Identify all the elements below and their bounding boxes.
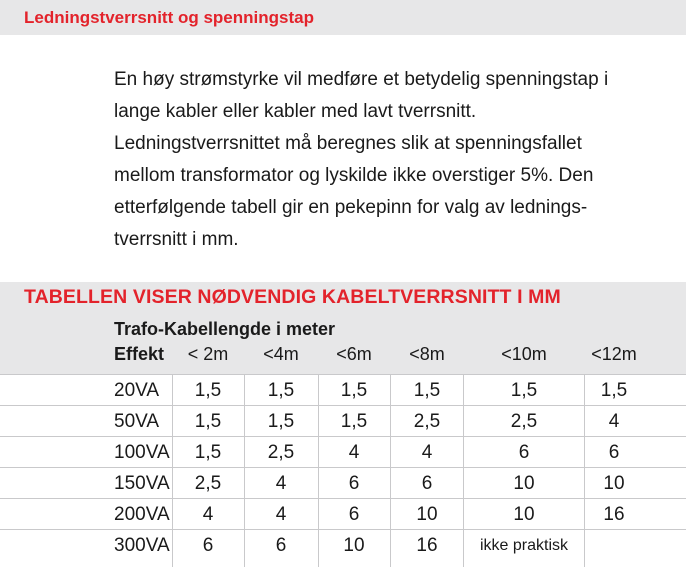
value-cell: 6	[275, 535, 287, 556]
effect-cell: 200VA	[114, 504, 170, 525]
value-cell: 6	[518, 442, 530, 463]
value-cell: 10	[513, 504, 535, 525]
intro-line: etterfølgende tabell gir en pekepinn for valg av lednings-	[114, 197, 588, 218]
value-cell: 1,5	[194, 411, 222, 432]
section-header	[0, 0, 686, 35]
value-cell: 2,5	[194, 473, 222, 494]
table-section-title: TABELLEN VISER NØDVENDIG KABELTVERRSNITT I MM	[24, 286, 561, 308]
value-cell: 1,5	[194, 380, 222, 401]
column-header: <12m	[591, 344, 637, 364]
value-cell: 1,5	[267, 380, 295, 401]
effect-cell: 300VA	[114, 535, 170, 556]
intro-line: En høy strømstyrke vil medføre et betydelig spenningstap i	[114, 69, 609, 90]
value-cell: 1,5	[194, 442, 222, 463]
effect-column-header: Effekt	[114, 344, 165, 364]
table-row	[0, 374, 686, 405]
value-cell: 1,5	[340, 411, 368, 432]
value-cell: 2,5	[510, 411, 538, 432]
intro-paragraph	[114, 64, 674, 256]
value-cell: 1,5	[600, 380, 628, 401]
value-cell: 1,5	[413, 380, 441, 401]
value-cell: 4	[275, 504, 287, 525]
value-cell: 10	[343, 535, 365, 556]
value-cell: 2,5	[267, 442, 295, 463]
section-title: Ledningstverrsnitt og spenningstap	[24, 8, 314, 27]
value-cell: 16	[416, 535, 438, 556]
value-cell: 1,5	[340, 380, 368, 401]
value-cell: 16	[603, 504, 625, 525]
table-header	[0, 311, 686, 374]
value-cell: 6	[202, 535, 214, 556]
column-header: <4m	[263, 344, 299, 364]
value-cell: 6	[421, 473, 433, 494]
effect-cell: 20VA	[114, 380, 160, 401]
table-header-title: Trafo-Kabellengde i meter	[114, 319, 336, 339]
effect-cell: 100VA	[114, 442, 170, 463]
value-cell: 4	[421, 442, 433, 463]
table-row	[0, 467, 686, 498]
table-row	[0, 529, 686, 560]
value-cell: 1,5	[267, 411, 295, 432]
value-cell: 6	[608, 442, 620, 463]
table-row	[0, 498, 686, 529]
cable-table	[0, 311, 686, 567]
column-header: <6m	[336, 344, 372, 364]
value-cell: 2,5	[413, 411, 441, 432]
table-row	[0, 405, 686, 436]
intro-line: Ledningstverrsnittet må beregnes slik at spenningsfallet	[114, 133, 582, 154]
column-header: <10m	[501, 344, 547, 364]
effect-cell: 50VA	[114, 411, 160, 432]
column-header: <8m	[409, 344, 445, 364]
value-cell: ikke praktisk	[479, 537, 569, 554]
value-cell: 10	[603, 473, 625, 494]
intro-line: tverrsnitt i mm.	[114, 229, 239, 250]
table-row	[0, 436, 686, 467]
value-cell: 6	[348, 504, 360, 525]
table-section-header	[0, 282, 686, 311]
value-cell: 4	[348, 442, 360, 463]
value-cell: 4	[202, 504, 214, 525]
value-cell: 10	[513, 473, 535, 494]
value-cell: 4	[275, 473, 287, 494]
value-cell: 10	[416, 504, 438, 525]
value-cell: 4	[608, 411, 620, 432]
value-cell: 6	[348, 473, 360, 494]
column-header: < 2m	[187, 344, 229, 364]
intro-line: mellom transformator og lyskilde ikke overstiger 5%. Den	[114, 165, 594, 186]
effect-cell: 150VA	[114, 473, 170, 494]
intro-line: lange kabler eller kabler med lavt tverrsnitt.	[114, 101, 477, 122]
value-cell: 1,5	[510, 380, 538, 401]
